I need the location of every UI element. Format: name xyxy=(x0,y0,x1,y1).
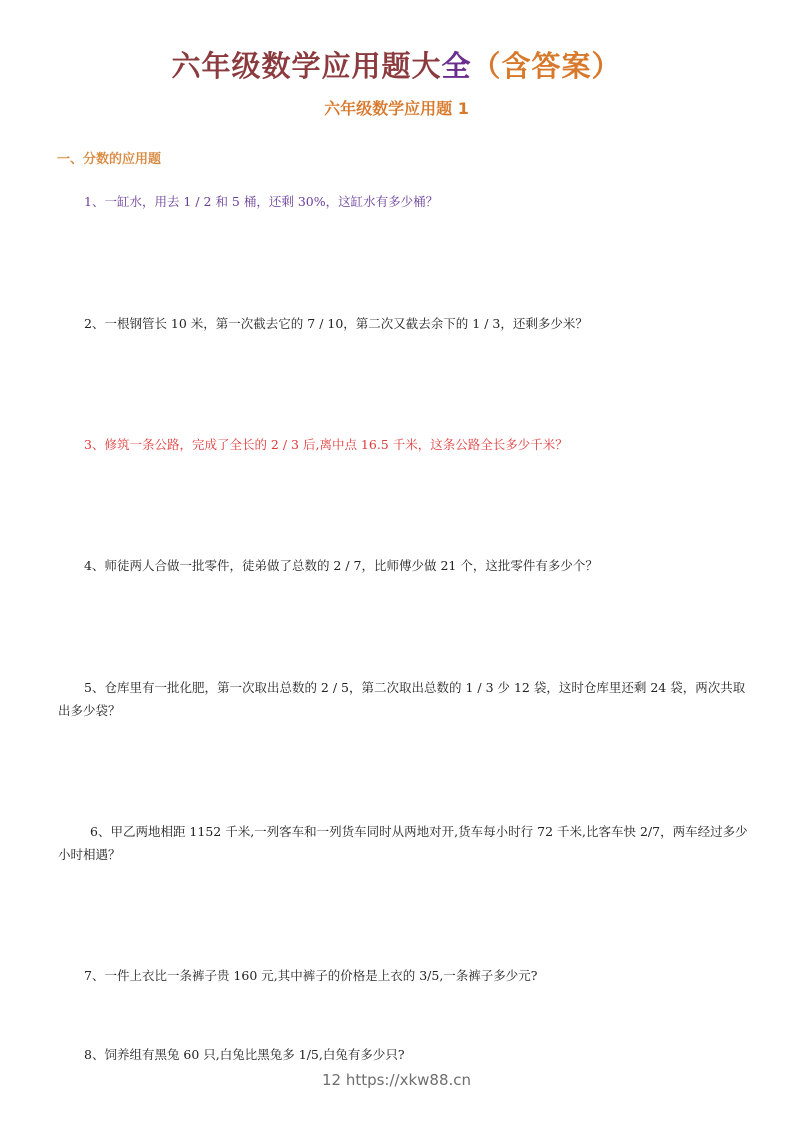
question-2 xyxy=(58,312,748,335)
section-heading: 一、分数的应用题 xyxy=(57,152,162,167)
question-text: 2、一根钢管长 10 米，第一次截去它的 7 / 10，第二次又截去余下的 1 / 3，还剩多少米？ xyxy=(84,316,588,331)
question-text: 8、饲养组有黑兔 60 只,白兔比黑兔多 1/5,白兔有多少只? xyxy=(84,1047,405,1062)
title-part-answer-note: （含答案） xyxy=(471,49,622,83)
question-3 xyxy=(58,433,748,456)
page-footer: 12 https://xkw88.cn xyxy=(321,1071,472,1089)
question-text: 4、师徒两人合做一批零件，徒弟做了总数的 2 / 7，比师傅少做 21 个，这批零件有多少个？ xyxy=(84,558,598,573)
question-4 xyxy=(58,554,748,577)
question-text: 1、一缸水，用去 1 / 2 和 5 桶，还剩 30%，这缸水有多少桶？ xyxy=(84,194,439,209)
question-text: 3、修筑一条公路，完成了全长的 2 / 3 后,离中点 16.5 千米，这条公路全长多少千米？ xyxy=(84,437,568,452)
question-text: 5、仓库里有一批化肥，第一次取出总数的 2 / 5，第二次取出总数的 1 / 3 少 12 袋，这时仓库里还剩 24 袋，两次共取出多少袋？ xyxy=(58,680,746,718)
question-text: 7、一件上衣比一条裤子贵 160 元,其中裤子的价格是上衣的 3/5,一条裤子多少元? xyxy=(84,968,538,983)
question-8 xyxy=(58,1043,748,1066)
title-part-main: 六年级数学应用题大 xyxy=(171,49,442,83)
question-1 xyxy=(58,190,748,213)
page-subtitle: 六年级数学应用题 1 xyxy=(324,99,469,118)
question-5 xyxy=(58,676,748,722)
question-7 xyxy=(58,964,748,987)
question-text: 6、甲乙两地相距 1152 千米,一列客车和一列货车同时从两地对开,货车每小时行 72 千米,比客车快 2/7，两车经过多少小时相遇？ xyxy=(58,824,748,862)
title-part-accent: 全 xyxy=(441,49,472,83)
page-title xyxy=(0,46,793,86)
question-6 xyxy=(58,820,748,866)
